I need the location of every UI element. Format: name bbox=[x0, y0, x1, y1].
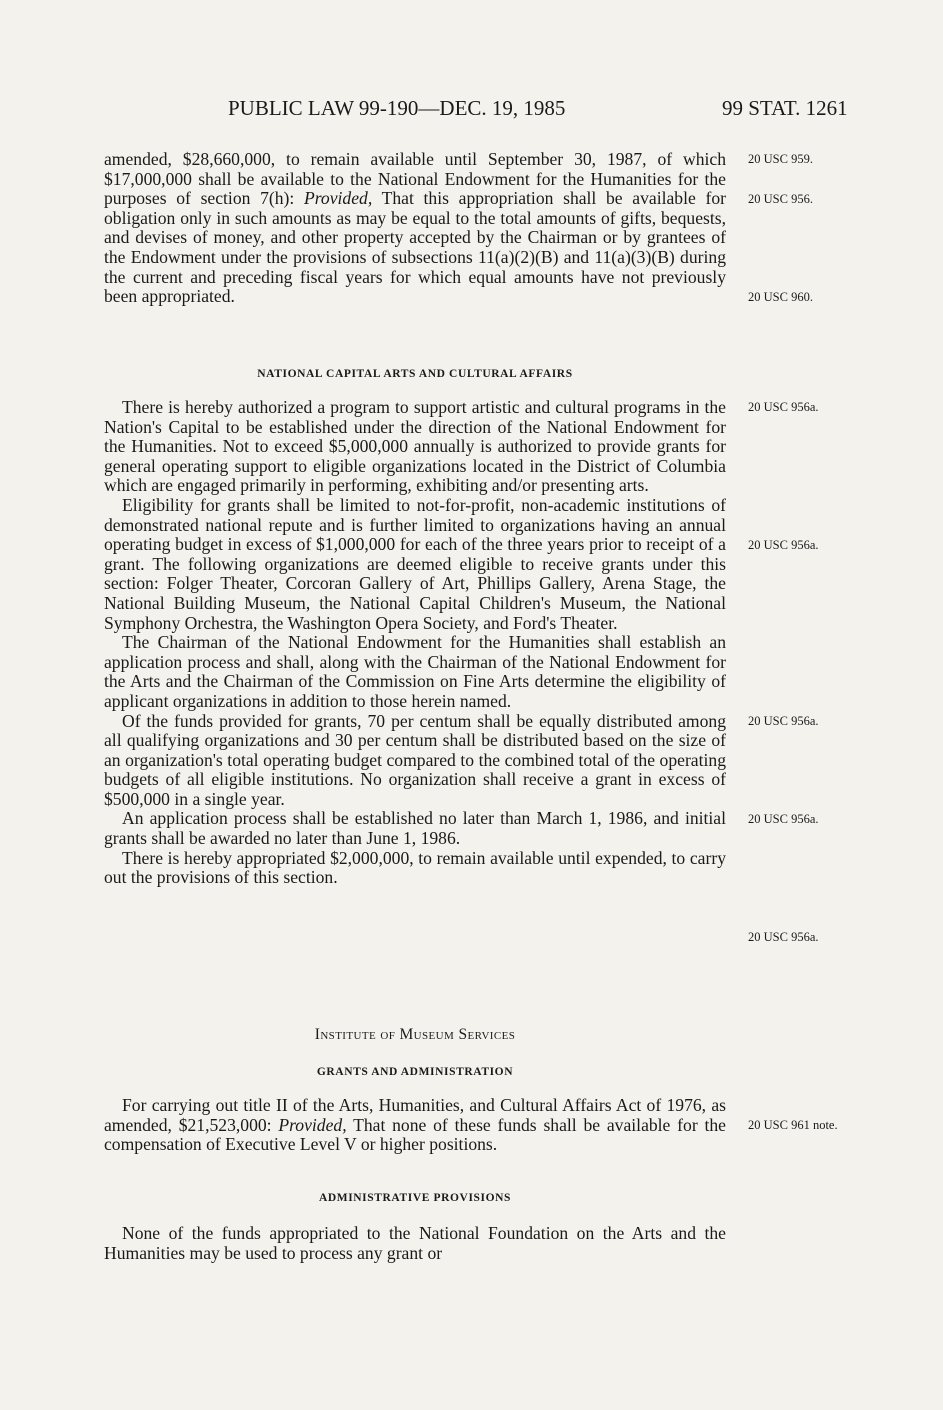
institute-heading: Institute of Museum Services bbox=[314, 1026, 516, 1043]
provided-italic: Provided, bbox=[303, 188, 373, 209]
text-span: For carrying out title II of the Arts, Humanities, and Cultural Affairs Act of 1976, as amended, $21,523,000: bbox=[104, 1095, 726, 1135]
paragraph-text: The Chairman of the National Endowment for the Humanities shall establish an application process and shall, along with the Chairman of the National Endowment for the Arts and the Chairman of the Commission on Fine Arts determine the eligibility of applicant organizations in addition to those herein named. bbox=[104, 632, 726, 711]
admin-paragraph bbox=[104, 1224, 726, 1263]
margin-note: 20 USC 956a. bbox=[748, 812, 819, 826]
appropriation-paragraph bbox=[104, 150, 726, 307]
statute-page-number: 99 STAT. 1261 bbox=[722, 96, 848, 120]
text-span: amended, $28,660,000, to remain available until September 30, 1987, of which $17,000,000 shall be available to the National Endowment for the Humanities for the purposes of section 7(h): bbox=[104, 149, 726, 209]
margin-note: 20 USC 956. bbox=[748, 192, 813, 206]
margin-note: 20 USC 956a. bbox=[748, 538, 819, 552]
section-heading: NATIONAL CAPITAL ARTS AND CULTURAL AFFAIRS bbox=[257, 368, 573, 380]
margin-note: 20 USC 960. bbox=[748, 290, 813, 304]
subsection-heading: ADMINISTRATIVE PROVISIONS bbox=[318, 1192, 512, 1204]
paragraph-text: Eligibility for grants shall be limited to not-for-profit, non-academic institutions of demonstrated national repute and is further limited to organizations having an annual operating budget in excess of $1,000,000 for each of the three years prior to receipt of a grant. The following organizations are deemed eligible to receive grants under this section: Folger Theater, Corcoran Gallery of Art, Phillips Gallery, Arena Stage, the National Building Museum, the National Capital Children's Museum, the National Symphony Orchestra, the Washington Opera Society, and Ford's Theater. bbox=[104, 494, 726, 633]
provided-italic: Provided, bbox=[278, 1114, 347, 1135]
margin-note: 20 USC 956a. bbox=[748, 714, 819, 728]
paragraph-text: An application process shall be established no later than March 1, 1986, and initial grants shall be awarded no later than June 1, 1986. bbox=[104, 808, 726, 849]
paragraph-text bbox=[104, 1096, 726, 1155]
margin-note: 20 USC 956a. bbox=[748, 930, 819, 944]
subsection-heading: GRANTS AND ADMINISTRATION bbox=[316, 1066, 514, 1078]
page-header bbox=[0, 96, 943, 126]
ncaca-section bbox=[104, 398, 726, 888]
paragraph-text: There is hereby authorized a program to support artistic and cultural programs in the Nation's Capital to be established under the direction of the National Endowment for the Humanities. Not to exceed $5,000,000 annually is authorized to provide grants for general operating support to eligible organizations located in the District of Columbia which are engaged primarily in performing, exhibiting and/or presenting arts. bbox=[104, 397, 726, 496]
margin-note: 20 USC 961 note. bbox=[748, 1118, 838, 1132]
law-title: PUBLIC LAW 99-190—DEC. 19, 1985 bbox=[228, 96, 566, 120]
text-span: That none of these funds shall be available for the compensation of Executive Level V or higher positions. bbox=[104, 1114, 726, 1155]
paragraph-text: There is hereby appropriated $2,000,000, to remain available until expended, to carry out the provisions of this section. bbox=[104, 847, 726, 888]
margin-note: 20 USC 956a. bbox=[748, 400, 819, 414]
paragraph-text bbox=[104, 150, 726, 307]
margin-note: 20 USC 959. bbox=[748, 152, 813, 166]
ims-paragraph bbox=[104, 1096, 726, 1155]
paragraph-text: Of the funds provided for grants, 70 per centum shall be equally distributed among all qualifying organizations and 30 per centum shall be distributed based on the size of an organization's total operating budget compared to the combined total of the operating budgets of all eligible institutions. No organization shall receive a grant in excess of $500,000 in a single year. bbox=[104, 710, 726, 809]
text-span: That this appropriation shall be available for obligation only in such amounts as may be equal to the total amounts of gifts, bequests, and devises of money, and other property accepted by the Chairman or by grantees of the Endowment under the provisions of subsections 11(a)(2)(B) and 11(a)(3)(B) during the current and preceding fiscal years for which equal amounts have not previously been appropriated. bbox=[104, 188, 726, 307]
paragraph-text: None of the funds appropriated to the National Foundation on the Arts and the Humanities may be used to process any grant or bbox=[104, 1223, 726, 1263]
